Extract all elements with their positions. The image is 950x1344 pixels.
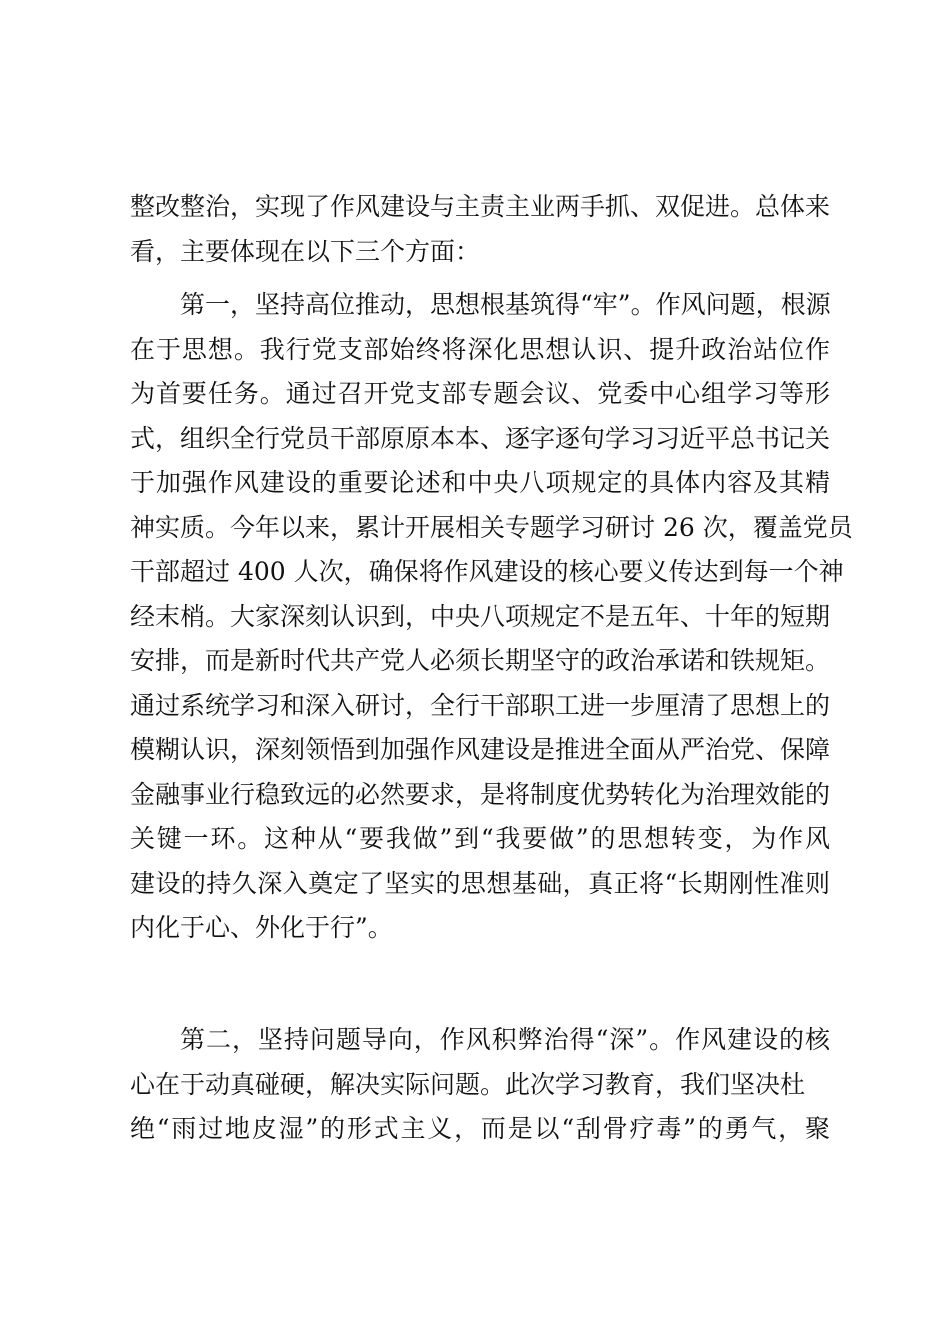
text-line: 第一，坚持高位推动，思想根基筑得“牢”。作风问题，根源	[180, 290, 831, 319]
text-line: 安排，而是新时代共产党人必须长期坚守的政治承诺和铁规矩。	[130, 646, 831, 675]
text-line: 在于思想。我行党支部始终将深化思想认识、提升政治站位作	[130, 334, 830, 364]
text-line: 第二，坚持问题导向，作风积弊治得“深”。作风建设的核	[180, 1025, 830, 1054]
text-line: 建设的持久深入奠定了坚实的思想基础，真正将“长期刚性准则	[130, 868, 830, 898]
text-line: 经末梢。大家深刻认识到，中央八项规定不是五年、十年的短期	[130, 601, 831, 631]
text-line: 模糊认识，深刻领悟到加强作风建设是推进全面从严治党、保障	[130, 735, 831, 764]
text-line: 金融事业行稳致远的必然要求，是将制度优势转化为治理效能的	[130, 779, 831, 809]
text-line: 绝“雨过地皮湿”的形式主义，而是以“刮骨疗毒”的勇气，聚	[130, 1114, 830, 1143]
text-line: 为首要任务。通过召开党支部专题会议、党委中心组学习等形	[130, 379, 830, 408]
text-line: 干部超过 400 人次，确保将作风建设的核心要义传达到每一个神	[130, 557, 844, 586]
text-line: 看，主要体现在以下三个方面：	[130, 236, 481, 266]
text-line: 于加强作风建设的重要论述和中央八项规定的具体内容及其精	[130, 468, 830, 497]
paragraph-second-point	[130, 1018, 830, 1152]
paragraph-intro	[130, 185, 830, 274]
text-line: 神实质。今年以来，累计开展相关专题学习研讨 26 次，覆盖党员	[130, 512, 853, 542]
text-line: 整改整治，实现了作风建设与主责主业两手抓、双促进。总体来	[130, 192, 831, 221]
text-line: 通过系统学习和深入研讨，全行干部职工进一步厘清了思想上的	[130, 690, 831, 720]
text-line: 式，组织全行党员干部原原本本、逐字逐句学习习近平总书记关	[130, 423, 831, 453]
text-line: 心在于动真碰硬，解决实际问题。此次学习教育，我们坚决杜	[130, 1069, 806, 1099]
text-line: 关键一环。这种从“要我做”到“我要做”的思想转变，为作风	[130, 824, 830, 853]
paragraph-first-point	[130, 283, 853, 951]
text-line: 内化于心、外化于行”。	[130, 913, 393, 942]
